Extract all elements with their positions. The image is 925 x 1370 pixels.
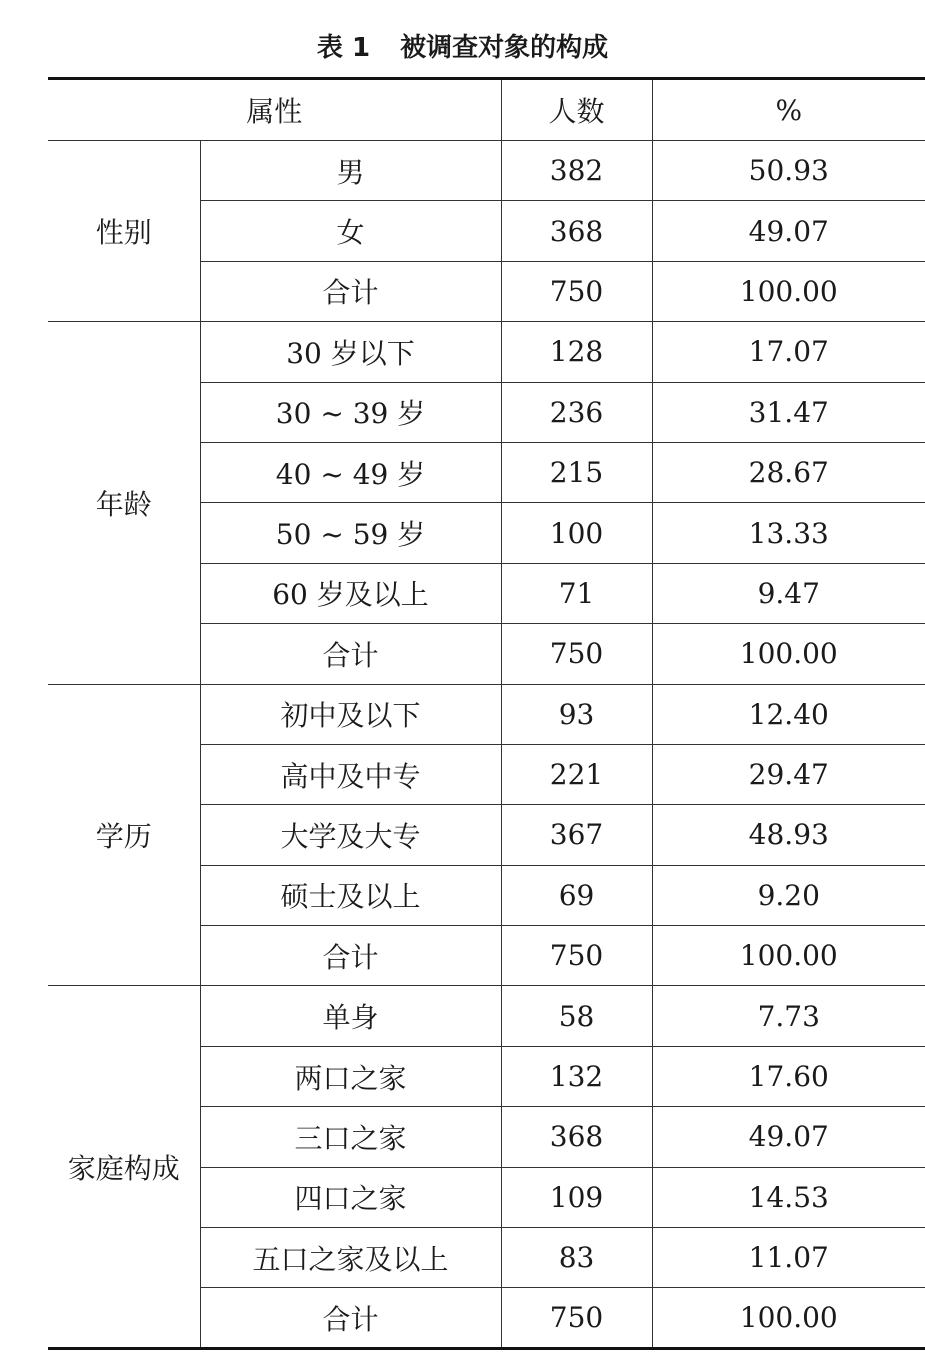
row-count: 132 (501, 1046, 652, 1106)
row-count: 221 (501, 744, 652, 804)
row-label: 男 (200, 141, 501, 201)
row-percent: 100.00 (652, 261, 925, 321)
row-percent: 9.20 (652, 865, 925, 925)
row-percent: 17.60 (652, 1046, 925, 1106)
row-count: 93 (501, 684, 652, 744)
row-count: 750 (501, 261, 652, 321)
row-label: 三口之家 (200, 1107, 501, 1167)
header-row (48, 79, 925, 141)
row-count: 109 (501, 1167, 652, 1227)
row-label: 五口之家及以上 (200, 1228, 501, 1288)
row-label: 40 ~ 49 岁 (200, 442, 501, 502)
row-count: 215 (501, 442, 652, 502)
row-percent: 17.07 (652, 322, 925, 382)
header-count: 人数 (501, 79, 652, 141)
row-percent: 49.07 (652, 201, 925, 261)
row-count: 750 (501, 1288, 652, 1348)
row-percent: 9.47 (652, 563, 925, 623)
row-percent: 100.00 (652, 624, 925, 684)
row-percent: 50.93 (652, 141, 925, 201)
row-percent: 11.07 (652, 1228, 925, 1288)
row-percent: 14.53 (652, 1167, 925, 1227)
respondent-composition-table (48, 77, 925, 1350)
row-percent: 48.93 (652, 805, 925, 865)
row-label: 女 (200, 201, 501, 261)
group-label: 家庭构成 (48, 986, 200, 1348)
row-percent: 7.73 (652, 986, 925, 1046)
row-count: 382 (501, 141, 652, 201)
row-percent: 28.67 (652, 442, 925, 502)
row-label: 30 ~ 39 岁 (200, 382, 501, 442)
row-count: 750 (501, 624, 652, 684)
header-percent: % (652, 79, 925, 141)
row-label: 四口之家 (200, 1167, 501, 1227)
table-row (48, 322, 925, 382)
table-caption (0, 28, 925, 68)
row-label: 合计 (200, 926, 501, 986)
row-percent: 29.47 (652, 744, 925, 804)
row-label: 大学及大专 (200, 805, 501, 865)
row-percent: 100.00 (652, 926, 925, 986)
table-row (48, 141, 925, 201)
row-count: 368 (501, 1107, 652, 1167)
row-percent: 49.07 (652, 1107, 925, 1167)
row-count: 71 (501, 563, 652, 623)
row-label: 合计 (200, 1288, 501, 1348)
row-label: 30 岁以下 (200, 322, 501, 382)
group-label: 性别 (48, 141, 200, 322)
group-label: 学历 (48, 684, 200, 986)
row-label: 两口之家 (200, 1046, 501, 1106)
row-count: 58 (501, 986, 652, 1046)
header-attribute: 属性 (48, 79, 501, 141)
table-row (48, 684, 925, 744)
row-label: 50 ~ 59 岁 (200, 503, 501, 563)
row-count: 236 (501, 382, 652, 442)
row-count: 83 (501, 1228, 652, 1288)
row-count: 69 (501, 865, 652, 925)
row-percent: 31.47 (652, 382, 925, 442)
table-title: 被调查对象的构成 (400, 33, 609, 63)
table-row (48, 986, 925, 1046)
row-percent: 13.33 (652, 503, 925, 563)
row-label: 高中及中专 (200, 744, 501, 804)
row-percent: 100.00 (652, 1288, 925, 1348)
row-count: 368 (501, 201, 652, 261)
row-count: 100 (501, 503, 652, 563)
row-label: 初中及以下 (200, 684, 501, 744)
table-number: 表 1 (316, 33, 371, 63)
row-count: 367 (501, 805, 652, 865)
row-label: 硕士及以上 (200, 865, 501, 925)
row-count: 128 (501, 322, 652, 382)
row-label: 单身 (200, 986, 501, 1046)
row-percent: 12.40 (652, 684, 925, 744)
group-label: 年龄 (48, 322, 200, 684)
row-label: 合计 (200, 624, 501, 684)
row-count: 750 (501, 926, 652, 986)
row-label: 合计 (200, 261, 501, 321)
row-label: 60 岁及以上 (200, 563, 501, 623)
